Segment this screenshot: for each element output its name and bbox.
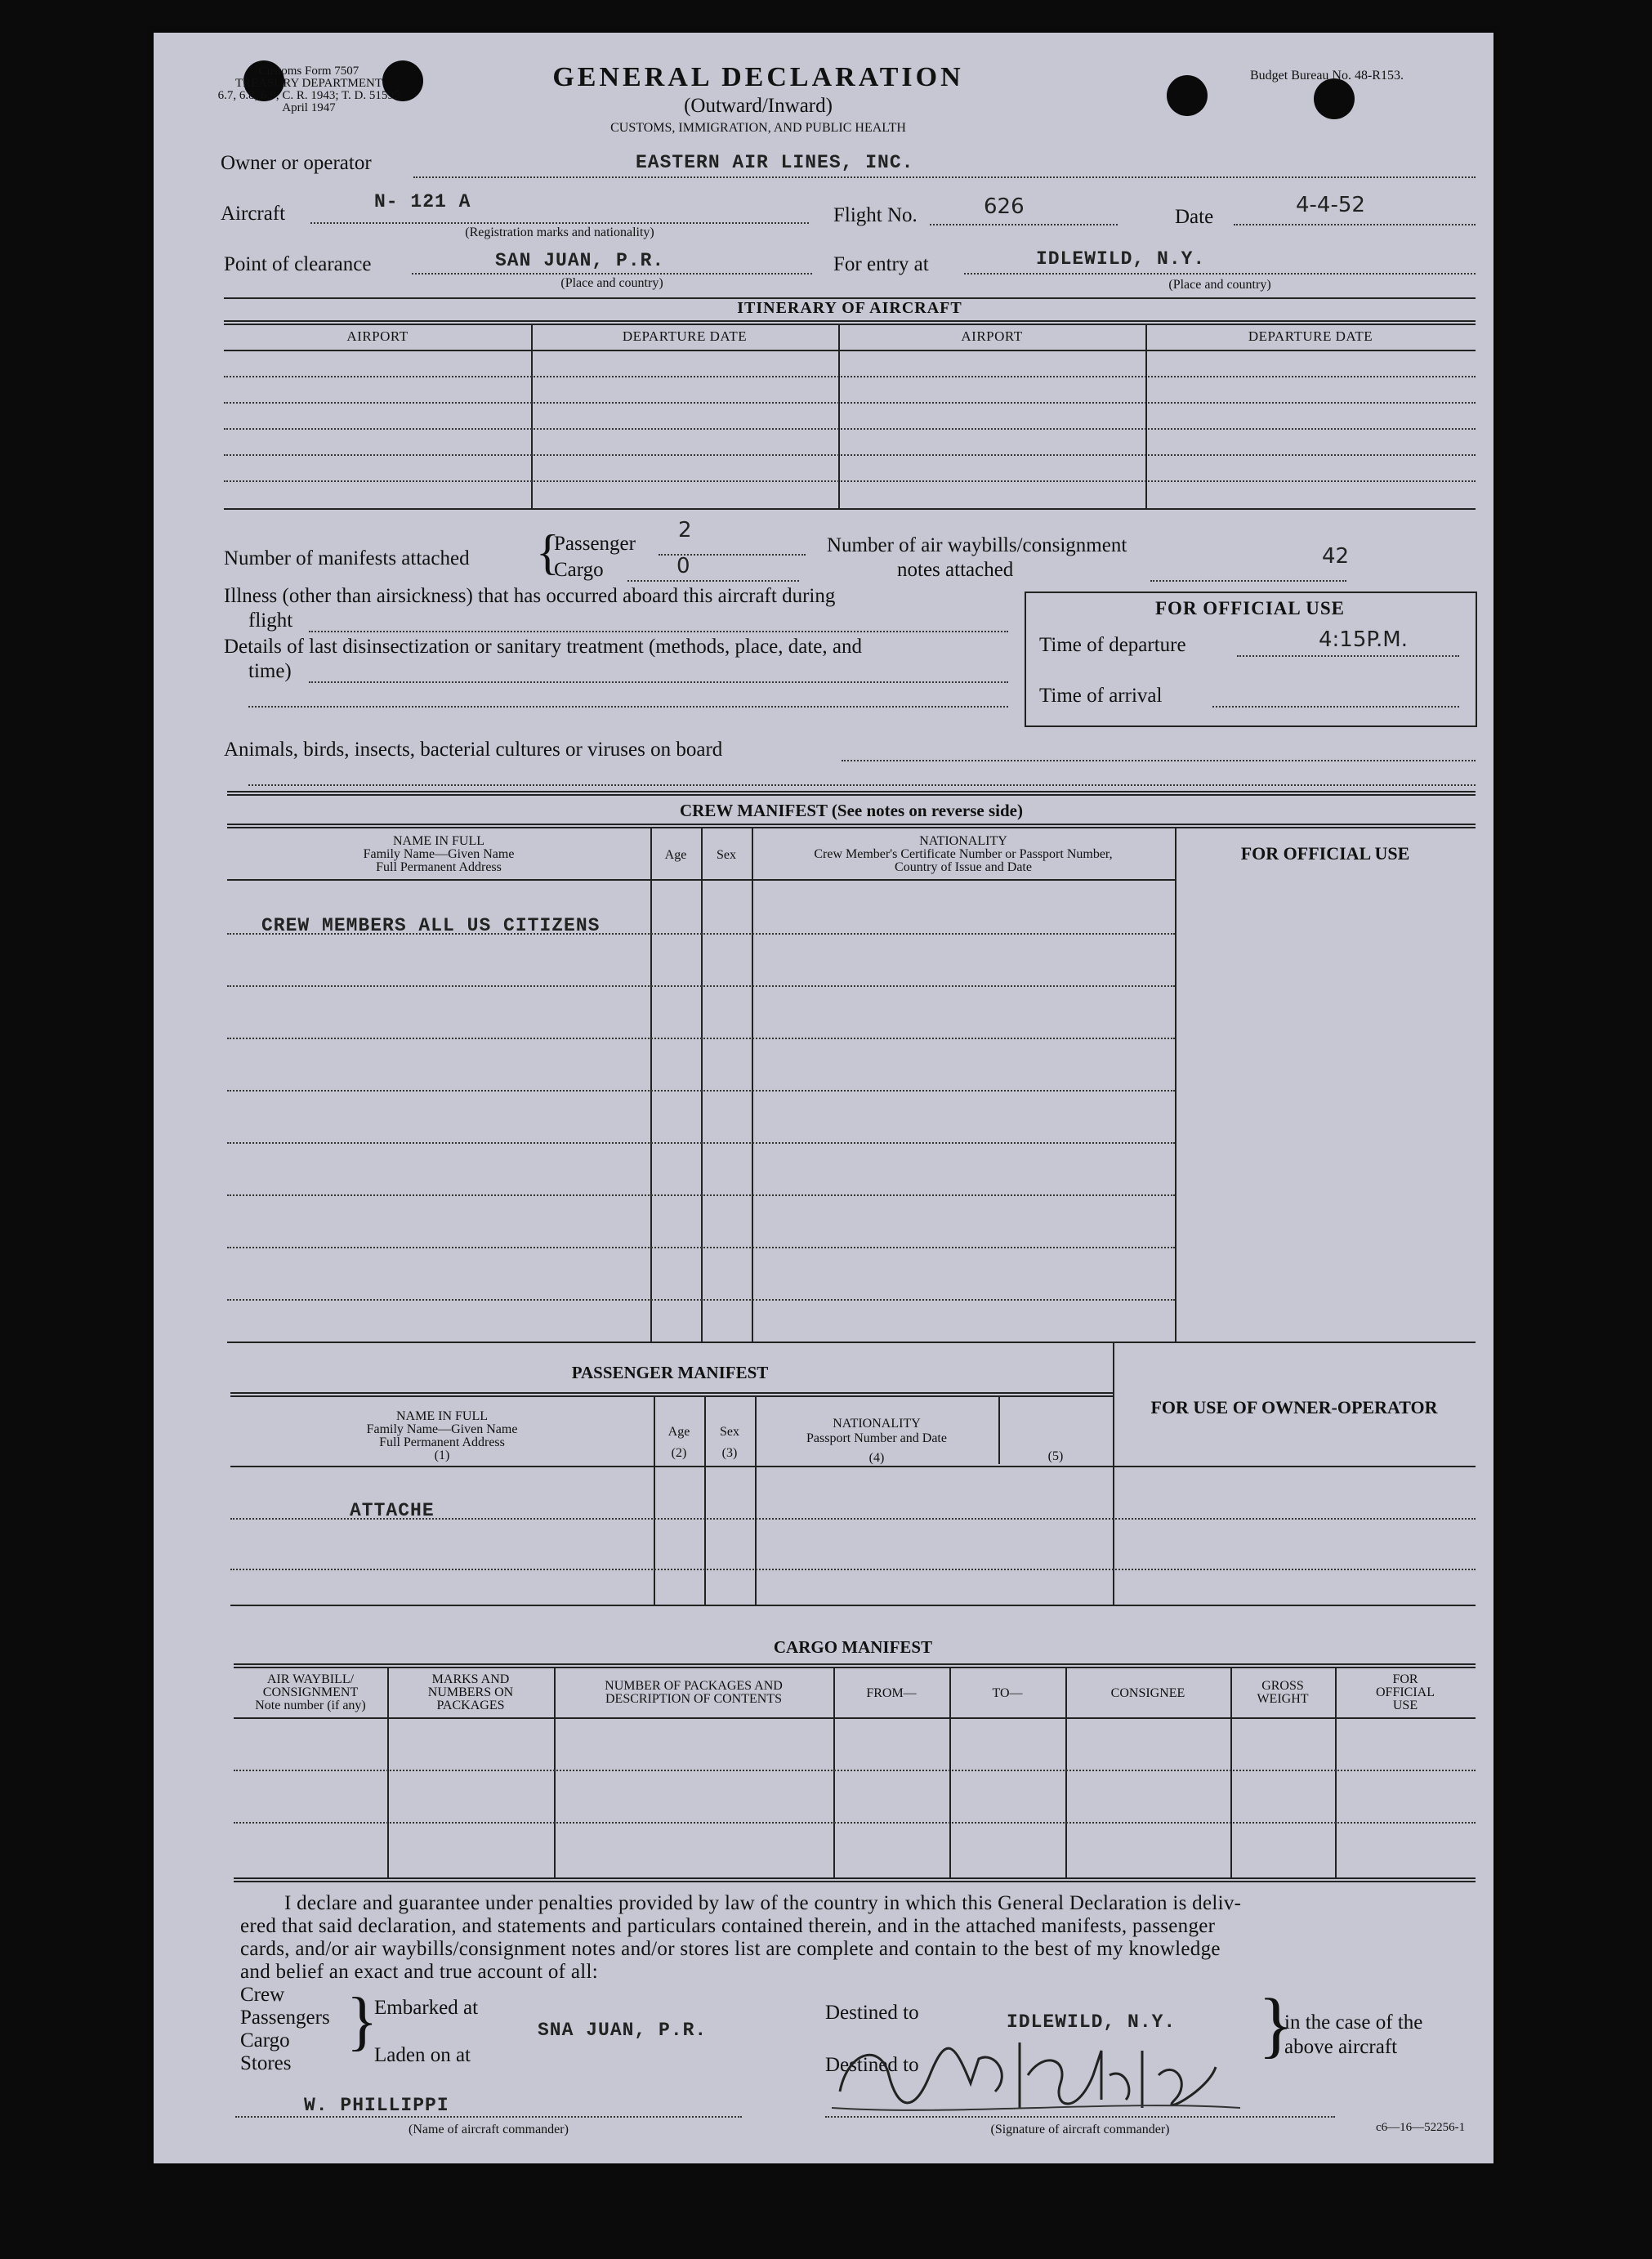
edition-date: April 1947 bbox=[282, 101, 336, 114]
crew-col-nat-line: Country of Issue and Date bbox=[895, 860, 1032, 874]
itinerary-row-line bbox=[224, 454, 1476, 456]
passenger-title-rule-2 bbox=[230, 1395, 1113, 1397]
entry-value: IDLEWILD, N.Y. bbox=[1036, 248, 1206, 270]
cargo-col-weight bbox=[1230, 1680, 1335, 1706]
punch-hole-right-2 bbox=[1314, 78, 1355, 119]
aircraft-label: Aircraft bbox=[221, 203, 286, 225]
arrival-line bbox=[1212, 706, 1459, 708]
waybills-line bbox=[1150, 580, 1346, 582]
commander-name: W. PHILLIPPI bbox=[304, 2095, 449, 2116]
destined-label: Destined to bbox=[825, 2002, 919, 2024]
cargo-col-weight-line: GROSS bbox=[1261, 1679, 1304, 1693]
cargo-col-waybill-line: CONSIGNMENT bbox=[262, 1685, 359, 1699]
passenger-header-rule bbox=[230, 1466, 1476, 1467]
cargo-col-marks-line: PACKAGES bbox=[436, 1699, 505, 1712]
cargo-line bbox=[627, 580, 799, 582]
print-code: c6—16—52256-1 bbox=[1376, 2121, 1466, 2134]
crew-col-age: Age bbox=[664, 848, 687, 862]
clearance-label: Point of clearance bbox=[224, 253, 372, 275]
destined-value: IDLEWILD, N.Y. bbox=[1007, 2011, 1176, 2033]
illness-label: Illness (other than airsickness) that has occurred aboard this aircraft during bbox=[224, 585, 836, 607]
crew-col-name bbox=[227, 835, 650, 874]
itinerary-header-rule bbox=[224, 350, 1476, 351]
departure-line bbox=[1237, 655, 1459, 657]
itinerary-row-line bbox=[224, 402, 1476, 404]
commander-caption: (Name of aircraft commander) bbox=[409, 2123, 569, 2136]
passenger-col-age bbox=[654, 1422, 704, 1464]
aircraft-caption: (Registration marks and nationality) bbox=[465, 225, 654, 239]
crew-row-line bbox=[227, 1247, 1175, 1248]
entry-label: For entry at bbox=[833, 253, 929, 275]
crew-col-sep-nat bbox=[752, 827, 753, 1342]
date-label: Date bbox=[1175, 206, 1214, 228]
passenger-col-age-line: Age bbox=[667, 1425, 690, 1439]
crew-row-line bbox=[227, 985, 1175, 987]
commander-line bbox=[235, 2116, 742, 2118]
case-label-2: above aircraft bbox=[1284, 2036, 1398, 2058]
cargo-label: Cargo bbox=[554, 559, 604, 581]
passenger-col-name-line: Family Name—Given Name bbox=[366, 1422, 518, 1436]
aircraft-line bbox=[310, 222, 809, 224]
departure-label: Time of departure bbox=[1039, 634, 1186, 656]
cargo-col-description-line: NUMBER OF PACKAGES AND bbox=[605, 1679, 783, 1693]
form-number-line: Customs Form 7507 bbox=[258, 65, 359, 78]
departure-value: 4:15P.M. bbox=[1319, 627, 1408, 652]
declaration-item-cargo: Cargo bbox=[240, 2029, 290, 2051]
cargo-col-official bbox=[1335, 1673, 1476, 1712]
crew-bottom-rule bbox=[227, 1342, 1476, 1343]
cargo-col-waybill-line: AIR WAYBILL/ bbox=[266, 1672, 355, 1686]
itinerary-col-airport-2: AIRPORT bbox=[961, 328, 1023, 344]
owner-operator-use: FOR USE OF OWNER-OPERATOR bbox=[1150, 1397, 1438, 1417]
crew-col-nat-line: NATIONALITY bbox=[919, 834, 1007, 848]
passenger-col-nat-line: (4) bbox=[868, 1451, 885, 1465]
illness-label-2: flight bbox=[248, 609, 293, 632]
itinerary-rule-2 bbox=[224, 320, 1476, 322]
cargo-title-rule-2 bbox=[234, 1667, 1476, 1668]
itinerary-bottom-rule bbox=[224, 508, 1476, 510]
crew-col-sep-age bbox=[650, 827, 652, 1342]
date-value: 4-4-52 bbox=[1296, 193, 1365, 217]
crew-header-rule bbox=[227, 879, 1175, 881]
crew-row-line bbox=[227, 1090, 1175, 1092]
crew-col-sep-official bbox=[1175, 827, 1176, 1342]
manifests-brace: { bbox=[536, 525, 560, 579]
passenger-col-sep-owner bbox=[1113, 1343, 1114, 1605]
department-line: TREASURY DEPARTMENT bbox=[234, 77, 383, 90]
cargo-col-waybill bbox=[234, 1673, 387, 1712]
crew-col-name-line: NAME IN FULL bbox=[393, 834, 484, 848]
laden-label: Laden on at bbox=[374, 2044, 471, 2066]
signature-line bbox=[825, 2116, 1335, 2118]
cargo-col-waybill-line: Note number (if any) bbox=[255, 1699, 366, 1712]
declaration-brace: } bbox=[346, 1985, 378, 2057]
cargo-row-line bbox=[234, 1822, 1476, 1824]
cargo-col-description bbox=[554, 1680, 833, 1706]
itinerary-col-airport-1: AIRPORT bbox=[346, 328, 409, 344]
crew-top-rule bbox=[227, 791, 1476, 792]
passenger-col-sex-line: Sex bbox=[720, 1425, 739, 1439]
form-subtitle-2: CUSTOMS, IMMIGRATION, AND PUBLIC HEALTH bbox=[610, 121, 906, 135]
cargo-bottom-rule-2 bbox=[234, 1881, 1476, 1882]
budget-bureau: Budget Bureau No. 48-R153. bbox=[1250, 69, 1404, 83]
entry-caption: (Place and country) bbox=[1168, 278, 1271, 292]
crew-row-line bbox=[227, 1038, 1175, 1039]
declaration-form bbox=[154, 33, 1493, 2163]
declaration-item-stores: Stores bbox=[240, 2052, 292, 2074]
waybills-value: 42 bbox=[1322, 544, 1350, 569]
passenger-row-line bbox=[230, 1518, 1476, 1520]
crew-top-rule-2 bbox=[227, 794, 1476, 796]
itinerary-col-departure-1: DEPARTURE DATE bbox=[622, 328, 748, 344]
crew-entry: CREW MEMBERS ALL US CITIZENS bbox=[261, 915, 601, 936]
passenger-col-5: (5) bbox=[1047, 1449, 1064, 1463]
embarked-label: Embarked at bbox=[374, 1997, 479, 2019]
manifests-label: Number of manifests attached bbox=[224, 547, 470, 569]
passenger-col-age-line: (2) bbox=[671, 1446, 687, 1460]
embarked-value: SNA JUAN, P.R. bbox=[538, 2020, 708, 2041]
declaration-line: ered that said declaration, and statements and particulars contained therein, and in the attached manifests, passenger bbox=[240, 1915, 1216, 1937]
passenger-col-name-line: (1) bbox=[434, 1449, 450, 1462]
cargo-value: 0 bbox=[676, 554, 690, 578]
cargo-col-weight-line: WEIGHT bbox=[1257, 1692, 1309, 1706]
crew-row-line bbox=[227, 1299, 1175, 1301]
crew-col-sep-sex bbox=[701, 827, 703, 1342]
crew-title: CREW MANIFEST (See notes on reverse side) bbox=[680, 801, 1023, 820]
declaration-line: I declare and guarantee under penalties provided by law of the country in which this General Declaration is deliv- bbox=[284, 1892, 1242, 1914]
clearance-caption: (Place and country) bbox=[560, 276, 663, 290]
regulation-line: 6.7, 6.8, 6.9, C. R. 1943; T. D. 51595 bbox=[217, 89, 400, 102]
crew-col-official: FOR OFFICIAL USE bbox=[1240, 843, 1410, 864]
crew-row-line bbox=[227, 1142, 1175, 1144]
itinerary-rule-3 bbox=[224, 324, 1476, 325]
entry-line bbox=[964, 273, 1476, 275]
crew-col-nationality bbox=[752, 835, 1175, 874]
cargo-col-consignee: CONSIGNEE bbox=[1110, 1686, 1185, 1700]
crew-row-line bbox=[227, 933, 1175, 935]
owner-label: Owner or operator bbox=[221, 152, 372, 174]
destined-label-2: Destined to bbox=[825, 2054, 919, 2076]
cargo-col-marks-line: NUMBERS ON bbox=[427, 1685, 514, 1699]
illness-line bbox=[309, 631, 1008, 632]
itinerary-row-line bbox=[224, 376, 1476, 377]
arrival-label: Time of arrival bbox=[1039, 685, 1163, 707]
crew-col-name-line: Full Permanent Address bbox=[376, 860, 502, 874]
waybills-label: Number of air waybills/consignment bbox=[827, 534, 1127, 556]
cargo-col-official-line: USE bbox=[1392, 1699, 1418, 1712]
cargo-col-marks bbox=[387, 1673, 554, 1712]
flight-line bbox=[930, 224, 1118, 225]
declaration-item-crew: Crew bbox=[240, 1984, 285, 2006]
date-line bbox=[1234, 224, 1476, 225]
declaration-item-passengers: Passengers bbox=[240, 2007, 330, 2029]
passenger-col-name bbox=[230, 1410, 654, 1462]
crew-col-name-line: Family Name—Given Name bbox=[363, 847, 515, 861]
crew-col-sex: Sex bbox=[717, 848, 736, 862]
crew-title-rule-2 bbox=[227, 827, 1476, 828]
form-subtitle: (Outward/Inward) bbox=[684, 95, 833, 117]
declaration-line: cards, and/or air waybills/consignment notes and/or stores list are complete and contain to the best of my knowledge bbox=[240, 1938, 1221, 1960]
passenger-col-sex bbox=[704, 1422, 755, 1464]
cargo-title: CARGO MANIFEST bbox=[773, 1637, 933, 1657]
case-label: in the case of the bbox=[1284, 2011, 1423, 2034]
crew-col-nat-line: Crew Member's Certificate Number or Passport Number, bbox=[814, 847, 1113, 861]
passenger-col-nat-line: Passport Number and Date bbox=[806, 1431, 947, 1445]
cargo-col-official-line: OFFICIAL bbox=[1375, 1685, 1435, 1699]
owner-line bbox=[413, 176, 1476, 178]
cargo-col-to: TO— bbox=[992, 1686, 1023, 1700]
disinsect-line bbox=[309, 681, 1008, 683]
aircraft-value: N- 121 A bbox=[374, 191, 471, 212]
itinerary-title: ITINERARY OF AIRCRAFT bbox=[737, 299, 962, 317]
passenger-col-name-line: Full Permanent Address bbox=[379, 1435, 505, 1449]
passenger-col-nationality bbox=[755, 1417, 998, 1466]
passenger-row-line bbox=[230, 1569, 1476, 1570]
cargo-row-line bbox=[234, 1770, 1476, 1771]
form-number bbox=[203, 65, 415, 114]
cargo-col-marks-line: MARKS AND bbox=[431, 1672, 510, 1686]
passenger-title: PASSENGER MANIFEST bbox=[571, 1363, 769, 1382]
passenger-col-nat-line: NATIONALITY bbox=[833, 1417, 921, 1431]
disinsect-line-2 bbox=[248, 706, 1008, 708]
declaration-line: and belief an exact and true account of all: bbox=[240, 1961, 598, 1983]
cargo-col-from: FROM— bbox=[866, 1686, 917, 1700]
animals-line-2 bbox=[248, 784, 1476, 786]
cargo-title-rule bbox=[234, 1663, 1476, 1665]
passenger-col-name-line: NAME IN FULL bbox=[396, 1409, 488, 1423]
disinsect-label-2: time) bbox=[248, 660, 292, 682]
itinerary-col-departure-2: DEPARTURE DATE bbox=[1248, 328, 1373, 344]
destined-brace: } bbox=[1258, 1984, 1294, 2065]
signature-caption: (Signature of aircraft commander) bbox=[990, 2123, 1170, 2136]
passenger-title-rule bbox=[230, 1392, 1113, 1394]
passenger-entry: ATTACHE bbox=[350, 1500, 435, 1521]
cargo-bottom-rule bbox=[234, 1877, 1476, 1879]
flight-value: 626 bbox=[984, 194, 1025, 219]
animals-line bbox=[842, 760, 1476, 761]
crew-title-rule bbox=[227, 824, 1476, 825]
passenger-label: Passenger bbox=[554, 533, 636, 555]
cargo-header-rule bbox=[234, 1717, 1476, 1719]
flight-label: Flight No. bbox=[833, 204, 918, 226]
animals-label: Animals, birds, insects, bacterial cultures or viruses on board bbox=[224, 739, 723, 761]
itinerary-row-line bbox=[224, 428, 1476, 430]
crew-row-line bbox=[227, 1194, 1175, 1196]
waybills-label-2: notes attached bbox=[897, 559, 1014, 581]
passenger-bottom-rule bbox=[230, 1605, 1476, 1606]
disinsect-label: Details of last disinsectization or sanitary treatment (methods, place, date, and bbox=[224, 636, 862, 658]
passenger-value: 2 bbox=[678, 518, 692, 542]
clearance-value: SAN JUAN, P.R. bbox=[495, 250, 665, 271]
clearance-line bbox=[412, 273, 812, 275]
owner-value: EASTERN AIR LINES, INC. bbox=[636, 152, 914, 173]
cargo-col-official-line: FOR bbox=[1392, 1672, 1418, 1686]
punch-hole-right bbox=[1167, 75, 1208, 116]
form-title: GENERAL DECLARATION bbox=[552, 62, 964, 92]
itinerary-row-line bbox=[224, 480, 1476, 482]
passenger-col-sex-line: (3) bbox=[721, 1446, 738, 1460]
cargo-col-description-line: DESCRIPTION OF CONTENTS bbox=[605, 1692, 782, 1706]
official-use-title: FOR OFFICIAL USE bbox=[1155, 598, 1345, 618]
